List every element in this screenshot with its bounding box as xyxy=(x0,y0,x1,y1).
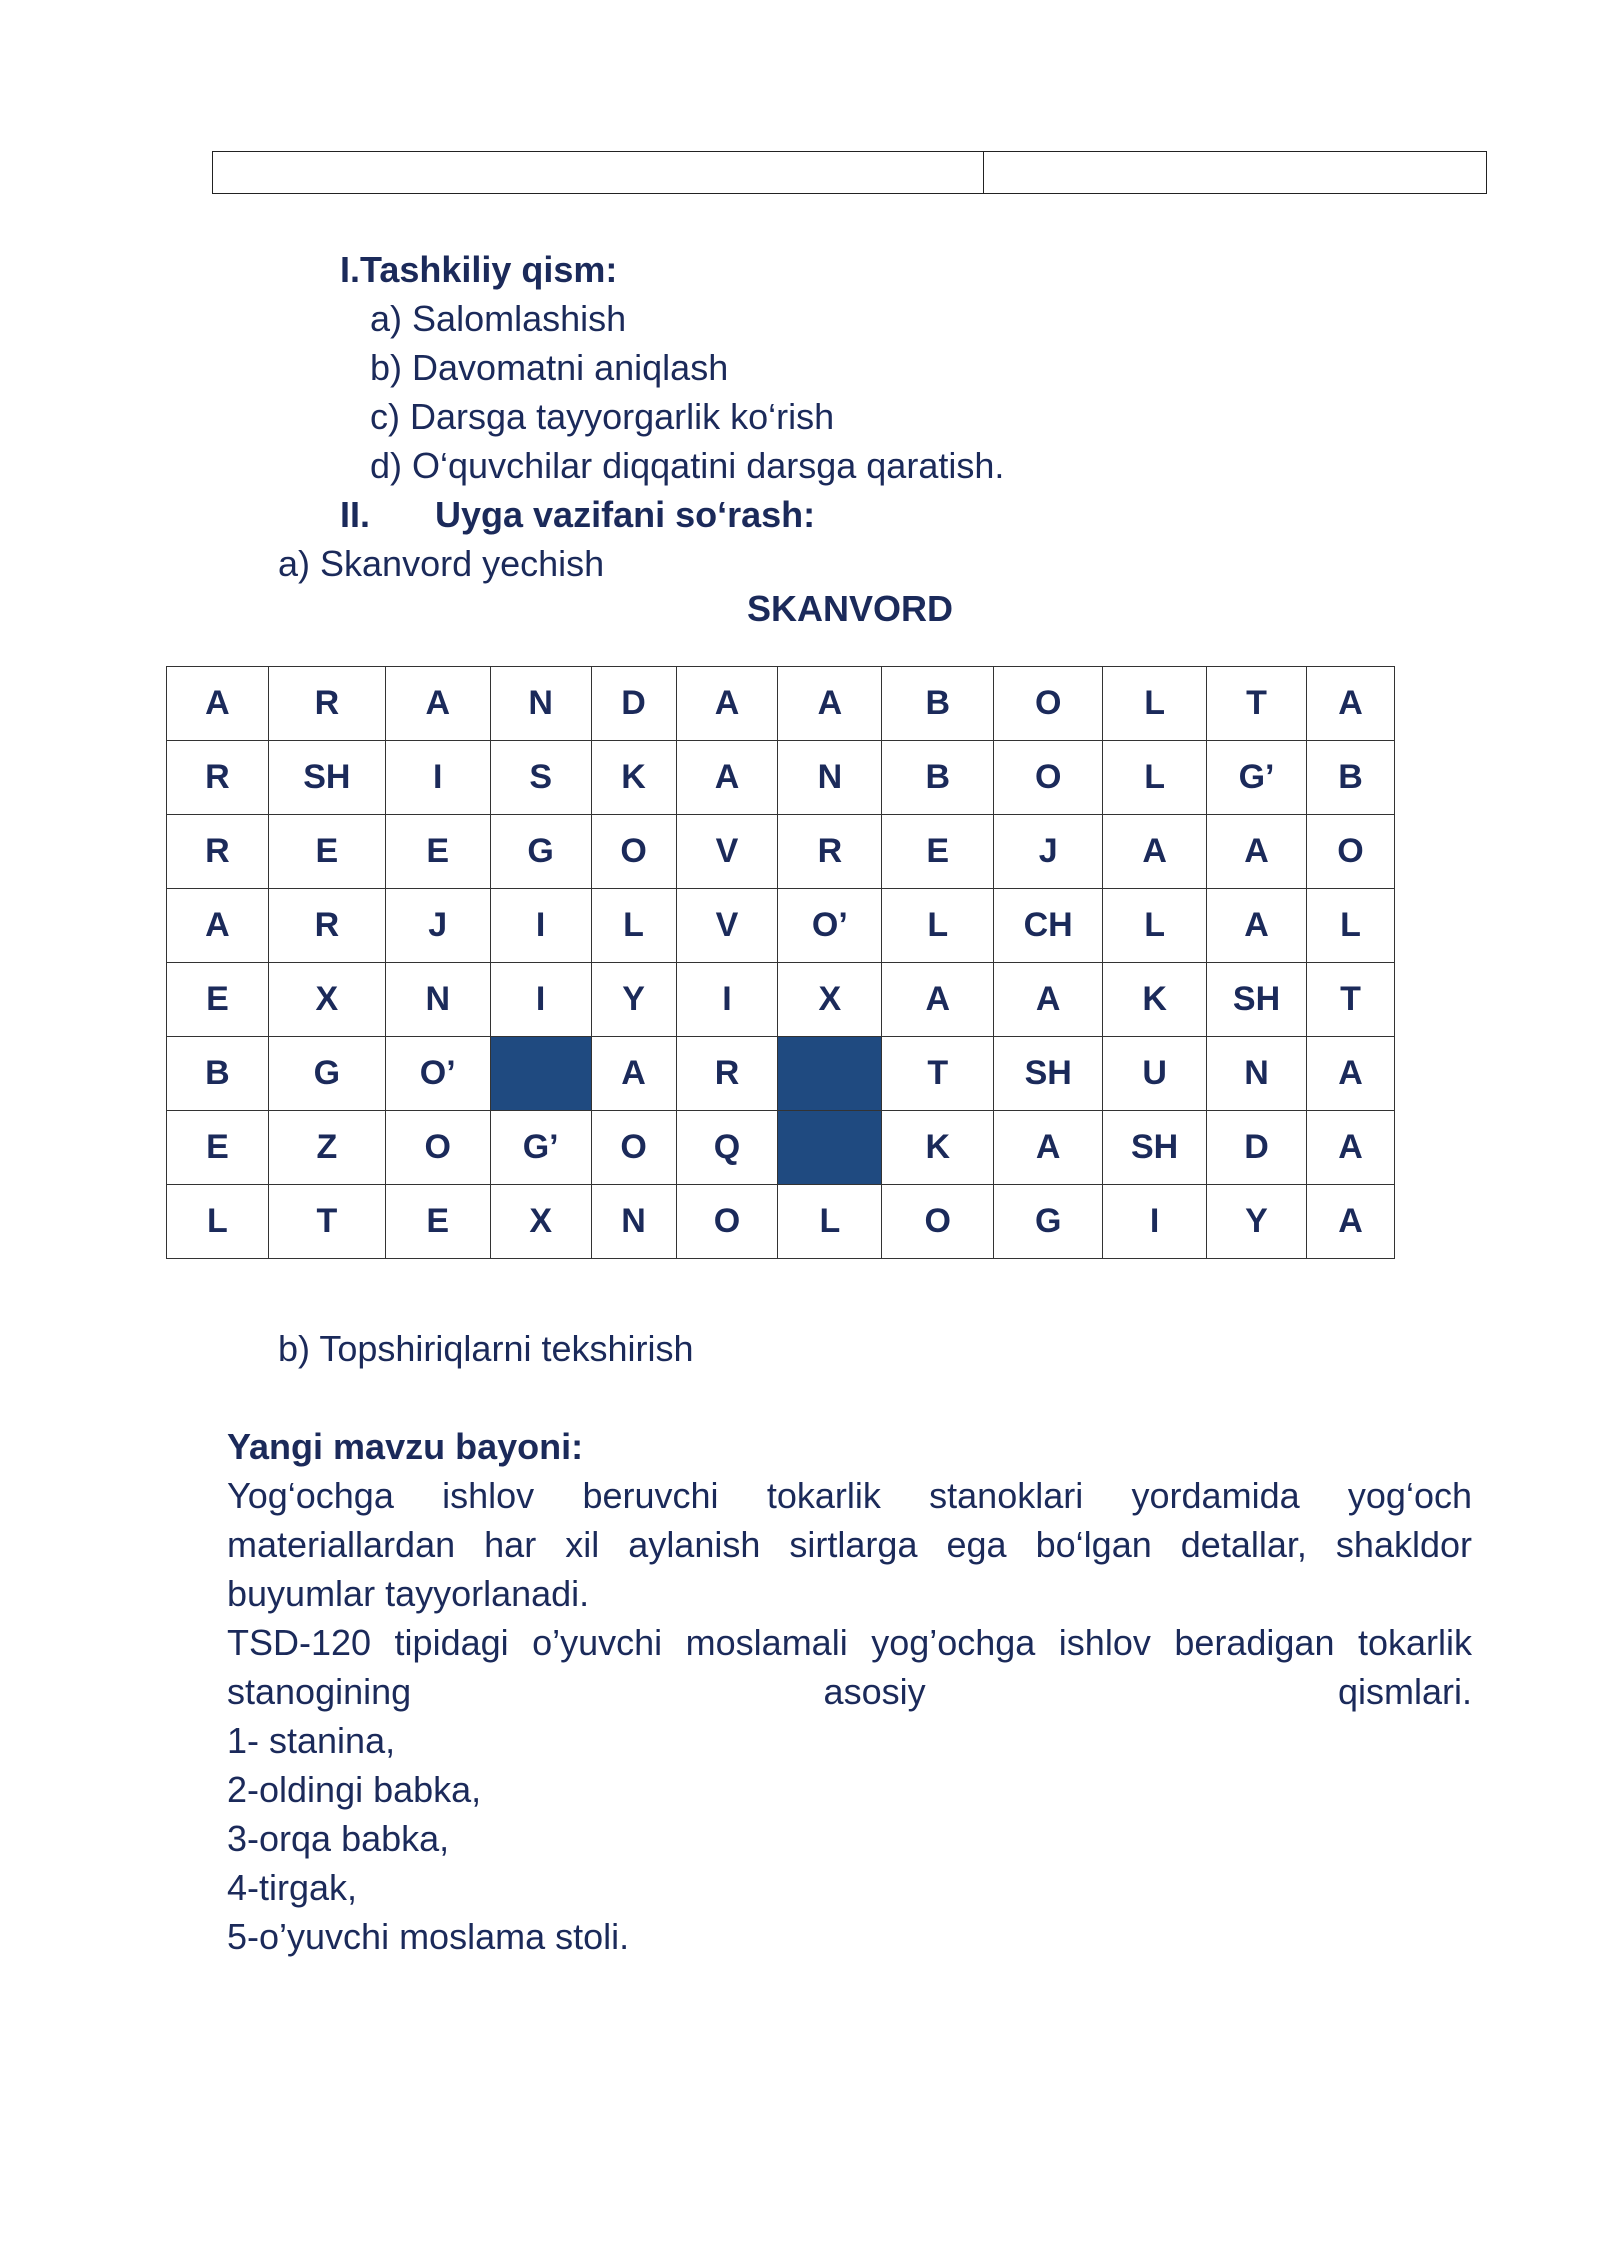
grid-cell: L xyxy=(778,1185,882,1259)
section2-number: II. xyxy=(340,494,371,535)
grid-cell: D xyxy=(1207,1111,1307,1185)
grid-cell: A xyxy=(591,1037,676,1111)
grid-cell: B xyxy=(882,667,994,741)
grid-cell: O xyxy=(994,741,1103,815)
grid-cell: O xyxy=(385,1111,490,1185)
grid-cell: SH xyxy=(268,741,385,815)
grid-cell: A xyxy=(167,889,269,963)
grid-cell: T xyxy=(882,1037,994,1111)
grid-cell: A xyxy=(882,963,994,1037)
grid-cell: A xyxy=(676,741,778,815)
grid-cell: N xyxy=(1207,1037,1307,1111)
grid-cell: A xyxy=(1306,667,1394,741)
grid-cell: N xyxy=(490,667,591,741)
grid-cell: E xyxy=(385,1185,490,1259)
grid-cell: B xyxy=(167,1037,269,1111)
parts-list-item-5: 5-o’yuvchi moslama stoli. xyxy=(227,1916,630,1957)
grid-cell: G’ xyxy=(490,1111,591,1185)
new-topic-line-4: TSD-120 tipidagi o’yuvchi moslamali yog’ochga ishlov beradigan tokarlik xyxy=(227,1622,1472,1663)
grid-cell: X xyxy=(268,963,385,1037)
grid-cell: A xyxy=(994,963,1103,1037)
grid-cell: N xyxy=(778,741,882,815)
grid-cell: A xyxy=(1103,815,1207,889)
grid-cell: R xyxy=(167,815,269,889)
parts-list-item-4: 4-tirgak, xyxy=(227,1867,358,1908)
grid-cell: S xyxy=(490,741,591,815)
grid-cell: K xyxy=(1103,963,1207,1037)
grid-cell: V xyxy=(676,889,778,963)
grid-cell: L xyxy=(591,889,676,963)
grid-cell-blocked xyxy=(778,1111,882,1185)
grid-cell: A xyxy=(1306,1185,1394,1259)
skanvord-grid xyxy=(166,666,1395,1259)
grid-cell: O’ xyxy=(778,889,882,963)
grid-cell: O xyxy=(994,667,1103,741)
new-topic-line-2: materiallardan har xil aylanish sirtlarga ega bo‘lgan detallar, shakldor xyxy=(227,1524,1472,1565)
grid-cell: I xyxy=(490,889,591,963)
grid-cell: SH xyxy=(994,1037,1103,1111)
grid-cell: A xyxy=(676,667,778,741)
grid-cell: I xyxy=(1103,1185,1207,1259)
grid-cell: SH xyxy=(1103,1111,1207,1185)
grid-cell: O xyxy=(1306,815,1394,889)
section2-title: Uyga vazifani so‘rash: xyxy=(435,494,816,535)
grid-cell: L xyxy=(1103,667,1207,741)
grid-cell: A xyxy=(994,1111,1103,1185)
grid-row xyxy=(167,815,1395,889)
parts-list-item-3: 3-orqa babka, xyxy=(227,1818,450,1859)
grid-cell: J xyxy=(385,889,490,963)
skanvord-title: SKANVORD xyxy=(746,588,953,629)
grid-cell: B xyxy=(1306,741,1394,815)
header-table xyxy=(212,151,1487,194)
grid-cell: K xyxy=(591,741,676,815)
grid-cell: O xyxy=(591,815,676,889)
grid-cell: R xyxy=(268,889,385,963)
grid-cell: A xyxy=(167,667,269,741)
grid-cell: O xyxy=(591,1111,676,1185)
grid-cell: E xyxy=(385,815,490,889)
grid-cell: O xyxy=(676,1185,778,1259)
grid-cell: J xyxy=(994,815,1103,889)
grid-cell: Q xyxy=(676,1111,778,1185)
grid-cell: E xyxy=(882,815,994,889)
grid-cell: G xyxy=(490,815,591,889)
grid-cell: R xyxy=(676,1037,778,1111)
section1-item-a: a) Salomlashish xyxy=(370,298,627,339)
line5-word-2: asosiy xyxy=(823,1671,926,1712)
grid-cell: Z xyxy=(268,1111,385,1185)
grid-cell: X xyxy=(490,1185,591,1259)
grid-cell: K xyxy=(882,1111,994,1185)
grid-cell: T xyxy=(268,1185,385,1259)
grid-cell: L xyxy=(1306,889,1394,963)
grid-cell: Y xyxy=(1207,1185,1307,1259)
grid-row xyxy=(167,889,1395,963)
section1-item-b: b) Davomatni aniqlash xyxy=(370,347,729,388)
grid-cell: G xyxy=(268,1037,385,1111)
new-topic-line-1: Yog‘ochga ishlov beruvchi tokarlik stanoklari yordamida yog‘och xyxy=(227,1475,1472,1516)
new-topic-line-5 xyxy=(227,1667,1472,1716)
grid-cell: I xyxy=(490,963,591,1037)
grid-cell: A xyxy=(385,667,490,741)
new-topic-heading: Yangi mavzu bayoni: xyxy=(227,1426,584,1467)
section1-item-d: d) O‘quvchilar diqqatini darsga qaratish. xyxy=(370,445,1005,486)
grid-cell: V xyxy=(676,815,778,889)
grid-cell: I xyxy=(385,741,490,815)
grid-cell: G xyxy=(994,1185,1103,1259)
grid-row xyxy=(167,1037,1395,1111)
grid-row xyxy=(167,741,1395,815)
grid-cell: D xyxy=(591,667,676,741)
section2-item-a: a) Skanvord yechish xyxy=(278,543,605,584)
grid-cell: A xyxy=(1207,815,1307,889)
grid-cell: T xyxy=(1306,963,1394,1037)
grid-cell: L xyxy=(1103,889,1207,963)
grid-cell: Y xyxy=(591,963,676,1037)
line5-word-1: stanogining xyxy=(227,1671,412,1712)
grid-cell-blocked xyxy=(778,1037,882,1111)
parts-list-item-2: 2-oldingi babka, xyxy=(227,1769,482,1810)
grid-cell: L xyxy=(882,889,994,963)
new-topic-line-3: buyumlar tayyorlanadi. xyxy=(227,1573,590,1614)
grid-cell: E xyxy=(268,815,385,889)
section2-item-b: b) Topshiriqlarni tekshirish xyxy=(278,1328,694,1369)
grid-row xyxy=(167,1185,1395,1259)
grid-cell: CH xyxy=(994,889,1103,963)
grid-cell: N xyxy=(591,1185,676,1259)
grid-cell: E xyxy=(167,1111,269,1185)
grid-cell: R xyxy=(167,741,269,815)
grid-cell: A xyxy=(1306,1111,1394,1185)
section1-item-c: c) Darsga tayyorgarlik ko‘rish xyxy=(370,396,835,437)
header-table-cell-left xyxy=(213,152,984,193)
grid-cell: U xyxy=(1103,1037,1207,1111)
section1-title: I.Tashkiliy qism: xyxy=(340,249,618,290)
grid-row xyxy=(167,1111,1395,1185)
grid-cell: R xyxy=(778,815,882,889)
grid-cell: O xyxy=(882,1185,994,1259)
grid-cell: O’ xyxy=(385,1037,490,1111)
grid-cell: G’ xyxy=(1207,741,1307,815)
grid-cell: X xyxy=(778,963,882,1037)
line5-word-3: qismlari. xyxy=(1337,1671,1472,1712)
grid-cell: SH xyxy=(1207,963,1307,1037)
grid-cell: A xyxy=(1306,1037,1394,1111)
parts-list-item-1: 1- stanina, xyxy=(227,1720,396,1761)
grid-cell: A xyxy=(778,667,882,741)
header-table-cell-right xyxy=(984,152,1486,193)
grid-row xyxy=(167,963,1395,1037)
grid-cell: A xyxy=(1207,889,1307,963)
grid-cell: B xyxy=(882,741,994,815)
grid-cell-blocked xyxy=(490,1037,591,1111)
grid-cell: N xyxy=(385,963,490,1037)
grid-cell: L xyxy=(167,1185,269,1259)
grid-cell: E xyxy=(167,963,269,1037)
grid-cell: I xyxy=(676,963,778,1037)
grid-cell: L xyxy=(1103,741,1207,815)
grid-row xyxy=(167,667,1395,741)
grid-cell: R xyxy=(268,667,385,741)
grid-cell: T xyxy=(1207,667,1307,741)
